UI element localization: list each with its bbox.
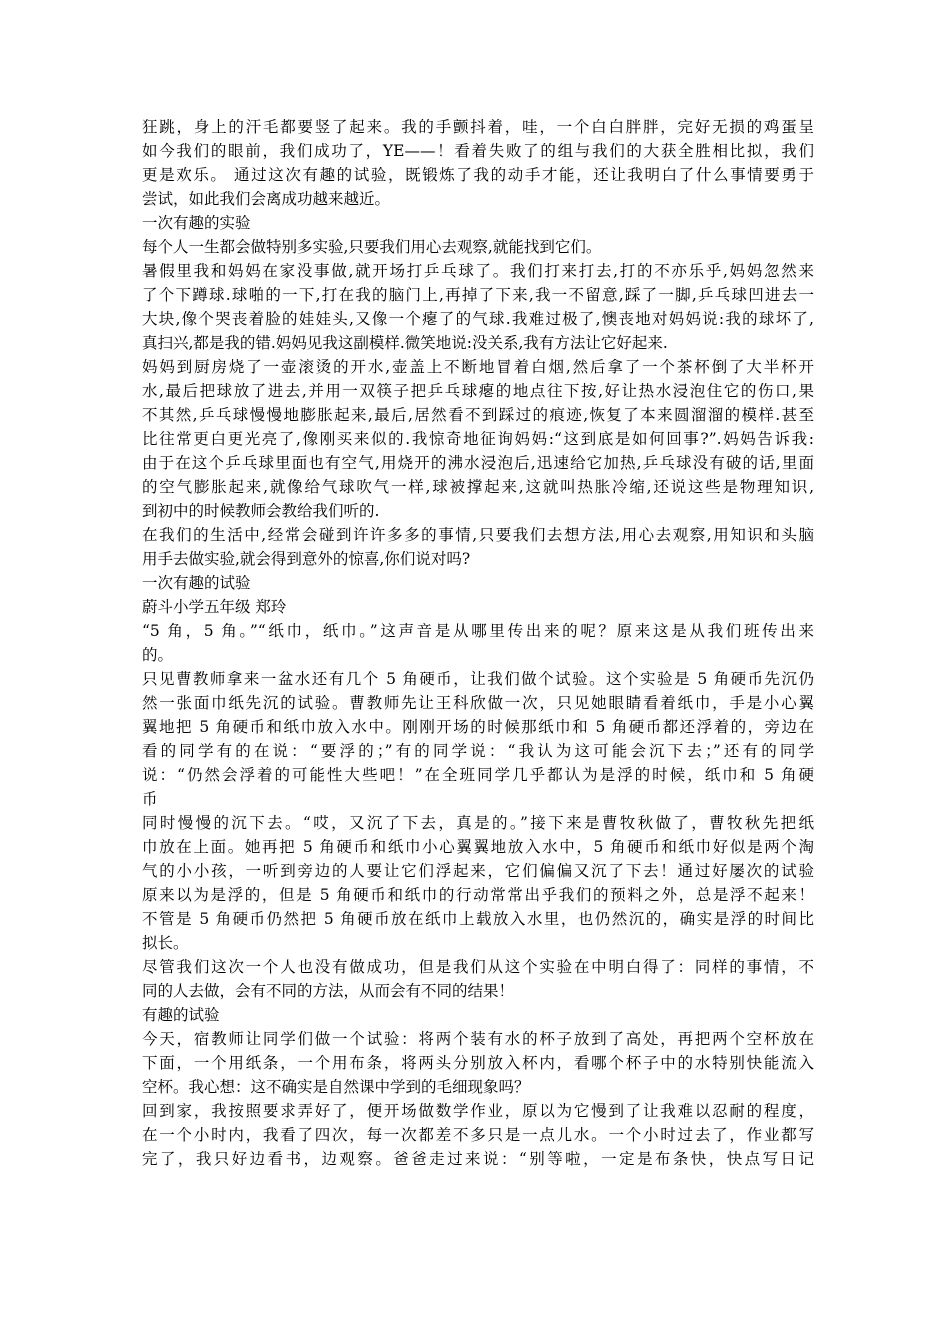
text-line: 看的同学有的在说：“要浮的；”有的同学说：“我认为这可能会沉下去；”还有的同学 bbox=[142, 742, 814, 760]
text-line: 今天，宿教师让同学们做一个试验：将两个装有水的杯子放到了高处，再把两个空杯放在 bbox=[142, 1030, 814, 1048]
text-line: 妈妈到厨房烧了一壶滚烫的开水,壶盖上不断地冒着白烟,然后拿了一个茶杯倒了大半杯开 bbox=[142, 358, 814, 376]
text-line: 狂跳，身上的汗毛都要竖了起来。我的手颤抖着，哇，一个白白胖胖，完好无损的鸡蛋呈 bbox=[142, 118, 814, 136]
text-line: 回到家，我按照要求弄好了，便开场做数学作业，原以为它慢到了让我难以忍耐的程度， bbox=[142, 1102, 814, 1120]
text-line: 说：“仍然会浮着的可能性大些吧！”在全班同学几乎都认为是浮的时候，纸巾和 5 角硬 bbox=[142, 766, 814, 784]
text-line: 一次有趣的实验 bbox=[142, 214, 251, 232]
text-line: 原来以为是浮的，但是 5 角硬币和纸巾的行动常常出乎我们的预料之外，总是浮不起来！ bbox=[142, 886, 814, 904]
text-line: 翼地把 5 角硬币和纸巾放入水中。刚刚开场的时候那纸巾和 5 角硬币都还浮着的，旁边在 bbox=[142, 718, 814, 736]
text-line: 到初中的时候教师会教给我们听的. bbox=[142, 502, 380, 520]
text-line: 然一张面巾纸先沉的试验。曹教师先让王科欣做一次，只见她眼睛看着纸巾，手是小心翼 bbox=[142, 694, 814, 712]
text-line: 只见曹教师拿来一盆水还有几个 5 角硬币，让我们做个试验。这个实验是 5 角硬币先沉仍 bbox=[142, 670, 814, 688]
text-line: 气的小小孩，一听到旁边的人要让它们浮起来，它们偏偏又沉了下去！通过好屡次的试验 bbox=[142, 862, 814, 880]
text-line: 蔚斗小学五年级 郑玲 bbox=[142, 598, 287, 616]
text-line: 币 bbox=[142, 790, 158, 808]
text-line: 的空气膨胀起来,就像给气球吹气一样,球被撑起来,这就叫热胀冷缩,还说这些是物理知识, bbox=[142, 478, 814, 496]
text-line: 拟长。 bbox=[142, 934, 189, 952]
text-line: 尝试，如此我们会离成功越来越近。 bbox=[142, 190, 391, 208]
text-line: 更是欢乐。 通过这次有趣的试验，既锻炼了我的动手才能，还让我明白了什么事情要勇于 bbox=[142, 166, 814, 184]
text-line: 巾放在上面。她再把 5 角硬币和纸巾小心翼翼地放入水中，5 角硬币和纸巾好似是两个淘 bbox=[142, 838, 814, 856]
text-line: 有趣的试验 bbox=[142, 1006, 220, 1024]
text-line: 的。 bbox=[142, 646, 174, 664]
text-line: 每个人一生都会做特别多实验,只要我们用心去观察,就能找到它们。 bbox=[142, 238, 602, 256]
text-line: 不其然,乒乓球慢慢地膨胀起来,最后,居然看不到踩过的痕迹,恢复了本来圆溜溜的模样.甚至 bbox=[142, 406, 814, 424]
text-line: 空杯。我心想：这不确实是自然课中学到的毛细现象吗？ bbox=[142, 1078, 530, 1096]
text-line: 真扫兴,都是我的错.妈妈见我这副模样.微笑地说:没关系,我有方法让它好起来. bbox=[142, 334, 668, 352]
text-line: 下面，一个用纸条，一个用布条，将两头分别放入杯内，看哪个杯子中的水特别快能流入 bbox=[142, 1054, 814, 1072]
text-line: 在一个小时内，我看了四次，每一次都差不多只是一点儿水。一个小时过去了，作业都写 bbox=[142, 1126, 814, 1144]
text-line: 在我们的生活中,经常会碰到许许多多的事情,只要我们去想方法,用心去观察,用知识和头脑 bbox=[142, 526, 814, 544]
text-line: 如今我们的眼前，我们成功了，YE——！看着失败了的组与我们的大获全胜相比拟，我们 bbox=[142, 142, 814, 160]
text-line: 不管是 5 角硬币仍然把 5 角硬币放在纸巾上载放入水里，也仍然沉的，确实是浮的时间比 bbox=[142, 910, 814, 928]
text-line: “5 角，5 角。”“纸巾，纸巾。”这声音是从哪里传出来的呢？原来这是从我们班传出来 bbox=[142, 622, 814, 640]
text-line: 比往常更白更光亮了,像刚买来似的.我惊奇地征询妈妈:“这到底是如何回事?”.妈妈告诉我: bbox=[142, 430, 814, 448]
text-line: 用手去做实验,就会得到意外的惊喜,你们说对吗? bbox=[142, 550, 471, 568]
text-line: 了个下蹲球.球啪的一下,打在我的脑门上,再掉了下来,我一不留意,踩了一脚,乒乓球凹进去一 bbox=[142, 286, 814, 304]
text-line: 尽管我们这次一个人也没有做成功，但是我们从这个实验在中明白得了：同样的事情，不 bbox=[142, 958, 814, 976]
text-line: 同时慢慢的沉下去。“哎，又沉了下去，真是的。”接下来是曹牧秋做了，曹牧秋先把纸 bbox=[142, 814, 814, 832]
text-line: 大块,像个哭丧着脸的娃娃头,又像一个瘪了的气球.我难过极了,懊丧地对妈妈说:我的球坏了, bbox=[142, 310, 814, 328]
text-line: 水,最后把球放了进去,并用一双筷子把乒乓球瘪的地点往下按,好让热水浸泡住它的伤口,果 bbox=[142, 382, 814, 400]
text-line: 同的人去做，会有不同的方法，从而会有不同的结果！ bbox=[142, 982, 515, 1000]
text-line: 暑假里我和妈妈在家没事做,就开场打乒乓球了。我们打来打去,打的不亦乐乎,妈妈忽然来 bbox=[142, 262, 814, 280]
text-line: 一次有趣的试验 bbox=[142, 574, 251, 592]
text-line: 完了，我只好边看书，边观察。爸爸走过来说：“别等啦，一定是布条快，快点写日记 bbox=[142, 1150, 814, 1168]
text-line: 由于在这个乒乓球里面也有空气,用烧开的沸水浸泡后,迅速给它加热,乒乓球没有破的话,里面 bbox=[142, 454, 814, 472]
document-page bbox=[142, 115, 814, 1171]
